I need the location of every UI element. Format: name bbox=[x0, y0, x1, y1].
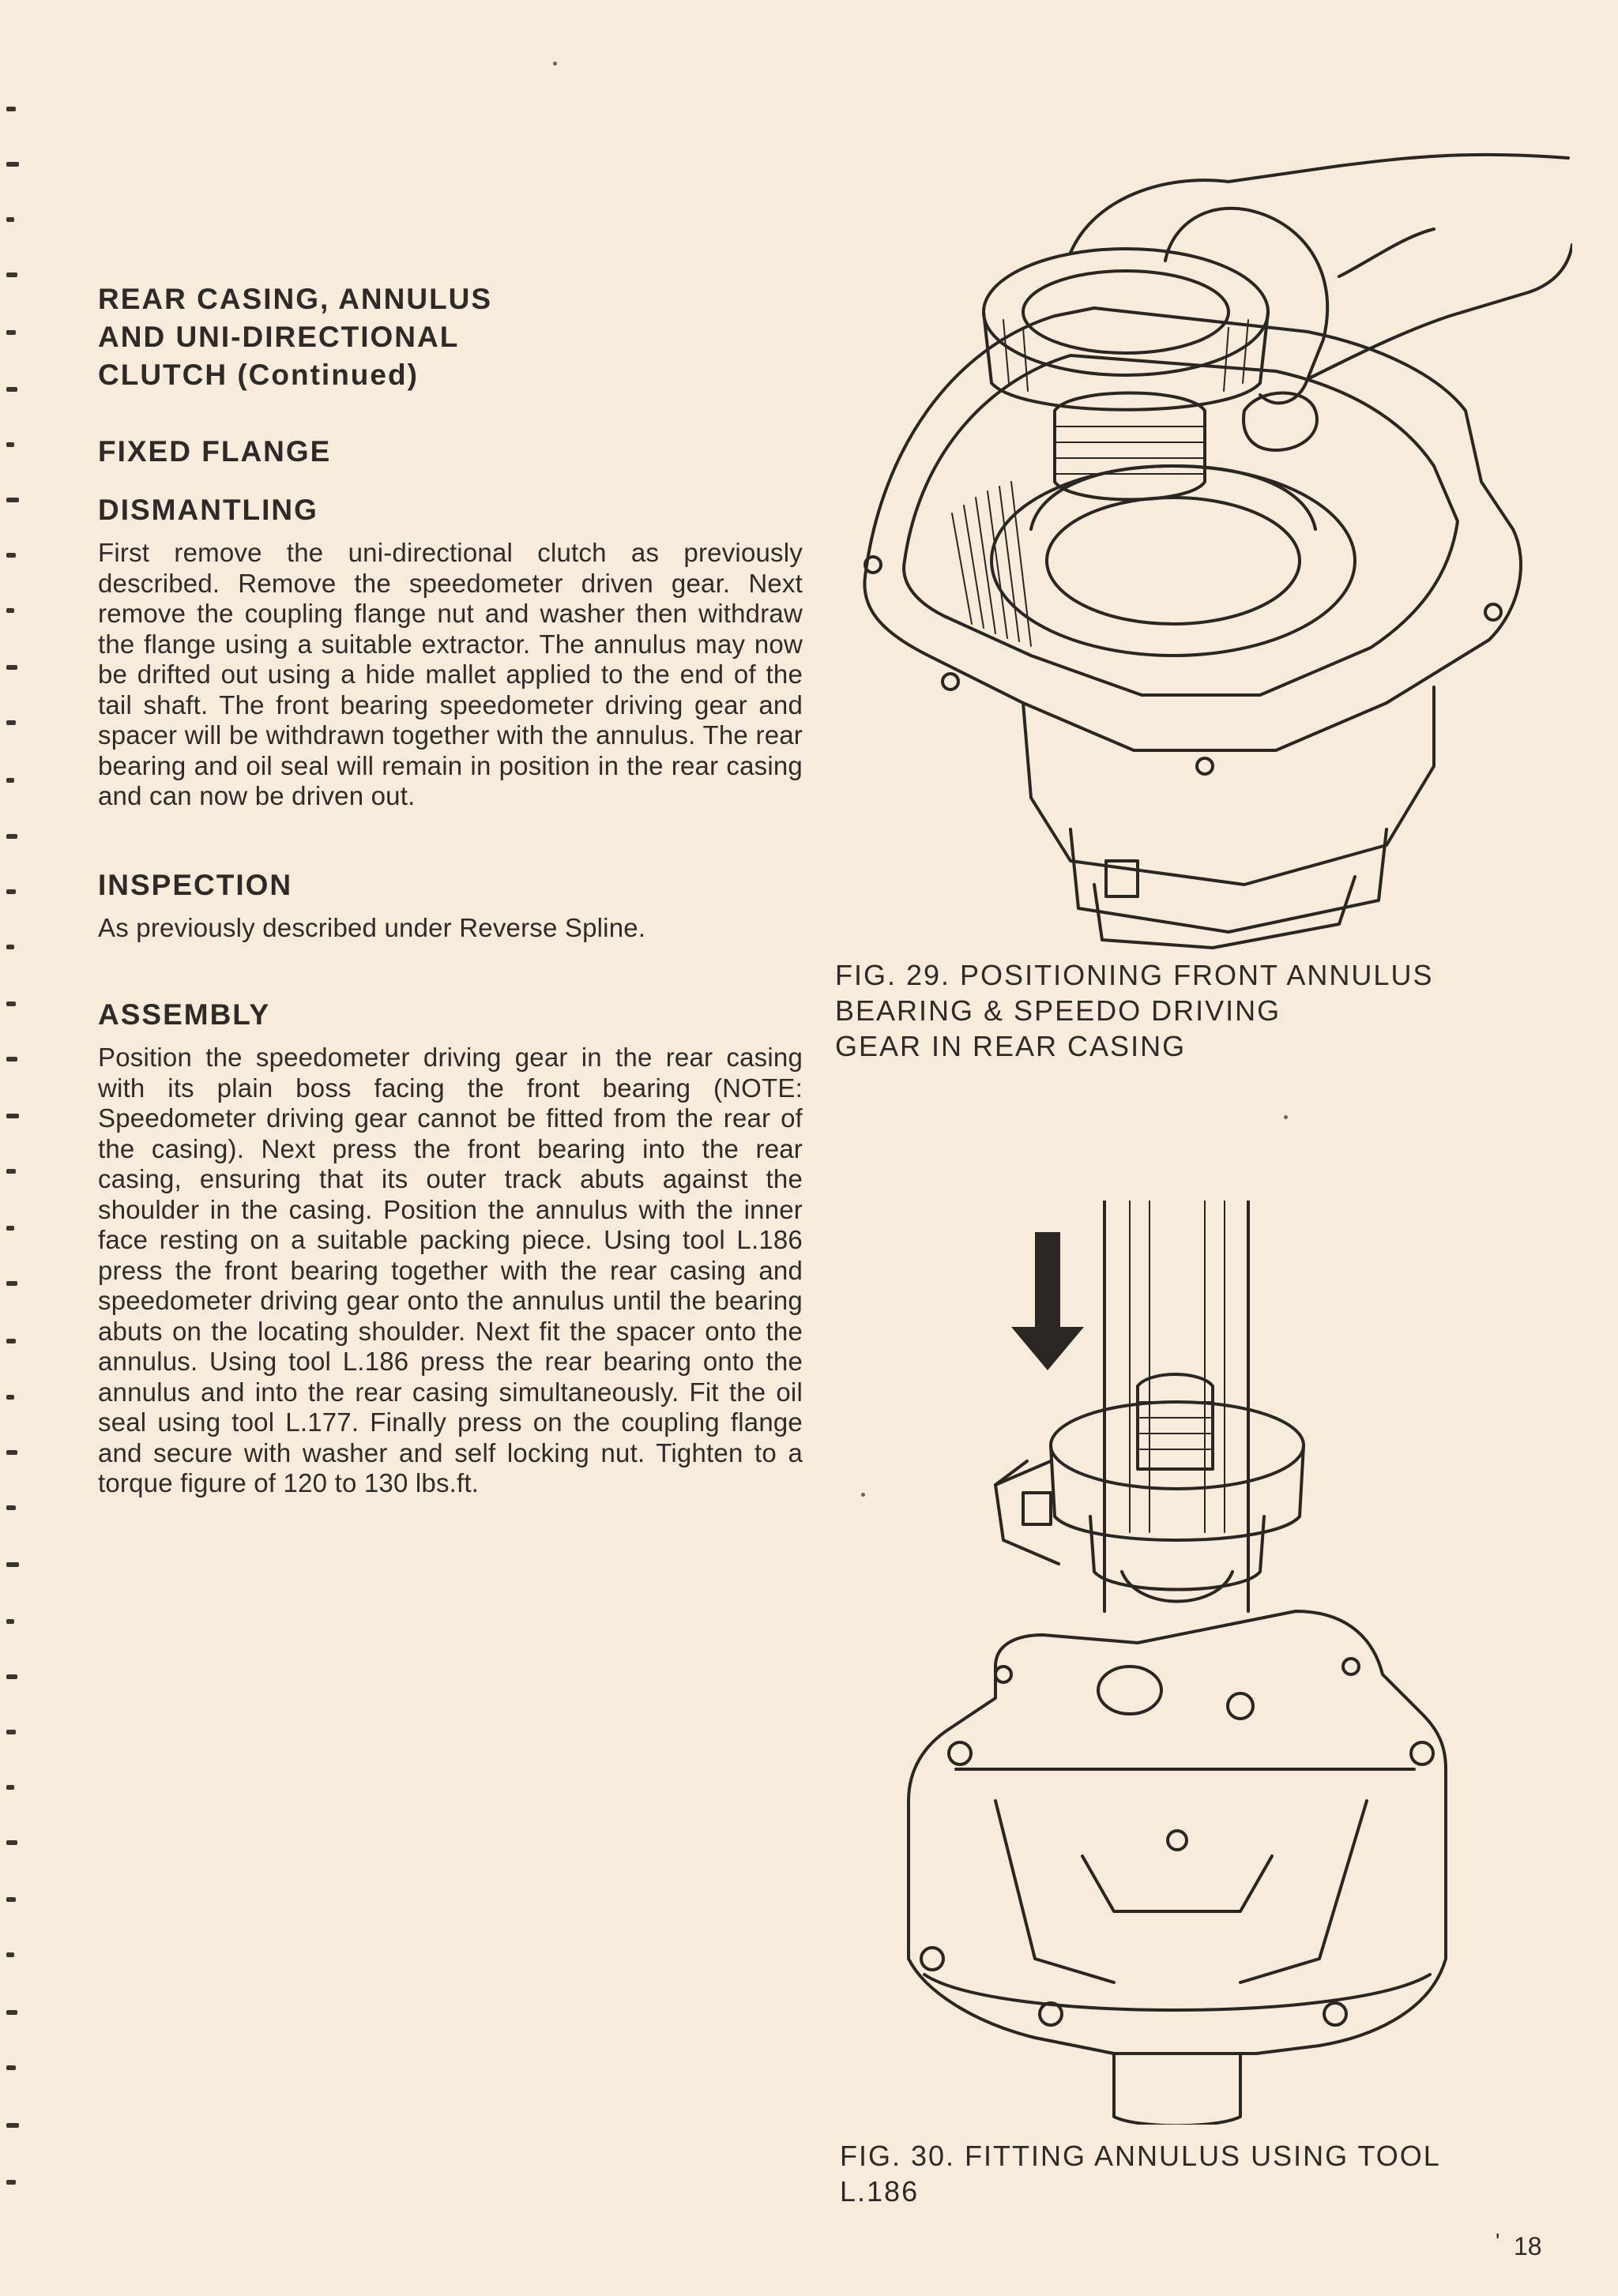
text-column bbox=[98, 280, 803, 1499]
inspection-body: As previously described under Reverse Spline. bbox=[98, 912, 646, 942]
binding-margin bbox=[0, 0, 32, 2296]
page-mark: ' bbox=[1496, 2229, 1500, 2253]
section-title: REAR CASING, ANNULUS AND UNI-DIRECTIONAL CLUTCH (Continued) bbox=[98, 283, 493, 391]
figure-29-caption: FIG. 29. POSITIONING FRONT ANNULUS BEARING & SPEEDO DRIVING GEAR IN REAR CASING bbox=[835, 959, 1434, 1062]
figure-30-caption: FIG. 30. FITTING ANNULUS USING TOOL L.186 bbox=[840, 2140, 1441, 2208]
page-number: 18 bbox=[1514, 2232, 1542, 2260]
assembly-heading: ASSEMBLY bbox=[98, 998, 271, 1031]
scan-speck bbox=[861, 1493, 865, 1497]
subsection-title: FIXED FLANGE bbox=[98, 435, 332, 468]
scan-speck bbox=[553, 62, 557, 66]
scan-speck bbox=[1284, 1115, 1288, 1119]
assembly-body: Position the speedometer driving gear in the rear casing with its plain boss facing the front bearing (NOTE: Speedometer driving gear cannot be fitted from the rear of the casing). Next press the front bearing into the rear casing, ensuring that its outer track abuts against the shoulder in the casing. Position the annulus with the inner face resting on a suitable packing piece. Using tool L.186 press the front bearing together with the rear casing and speedometer driving gear onto the annulus until the bearing abuts on the locating shoulder. Next fit the spacer onto the annulus. Using tool L.186 press the rear bearing onto the annulus and into the rear casing simultaneously. Fit the oil seal using tool L.177. Finally press on the coupling flange and secure with washer and self locking nut. Tighten to a torque figure of 120 to 130 lbs.ft. bbox=[98, 1043, 803, 1497]
figure-29-illustration bbox=[833, 150, 1572, 956]
figure-30-illustration bbox=[877, 1201, 1477, 2125]
dismantling-heading: DISMANTLING bbox=[98, 494, 318, 526]
inspection-heading: INSPECTION bbox=[98, 868, 293, 901]
dismantling-body: First remove the uni-directional clutch as previously described. Remove the speedometer driven gear. Next remove the coupling flange nut and washer then withdraw the flange using a suitable extractor. The annulus may now be drifted out using a hide mallet applied to the end of the tail shaft. The front bearing speedometer driving gear and spacer will be withdrawn together with the annulus. The rear bearing and oil seal will remain in position in the rear casing and can now be driven out. bbox=[98, 538, 803, 810]
